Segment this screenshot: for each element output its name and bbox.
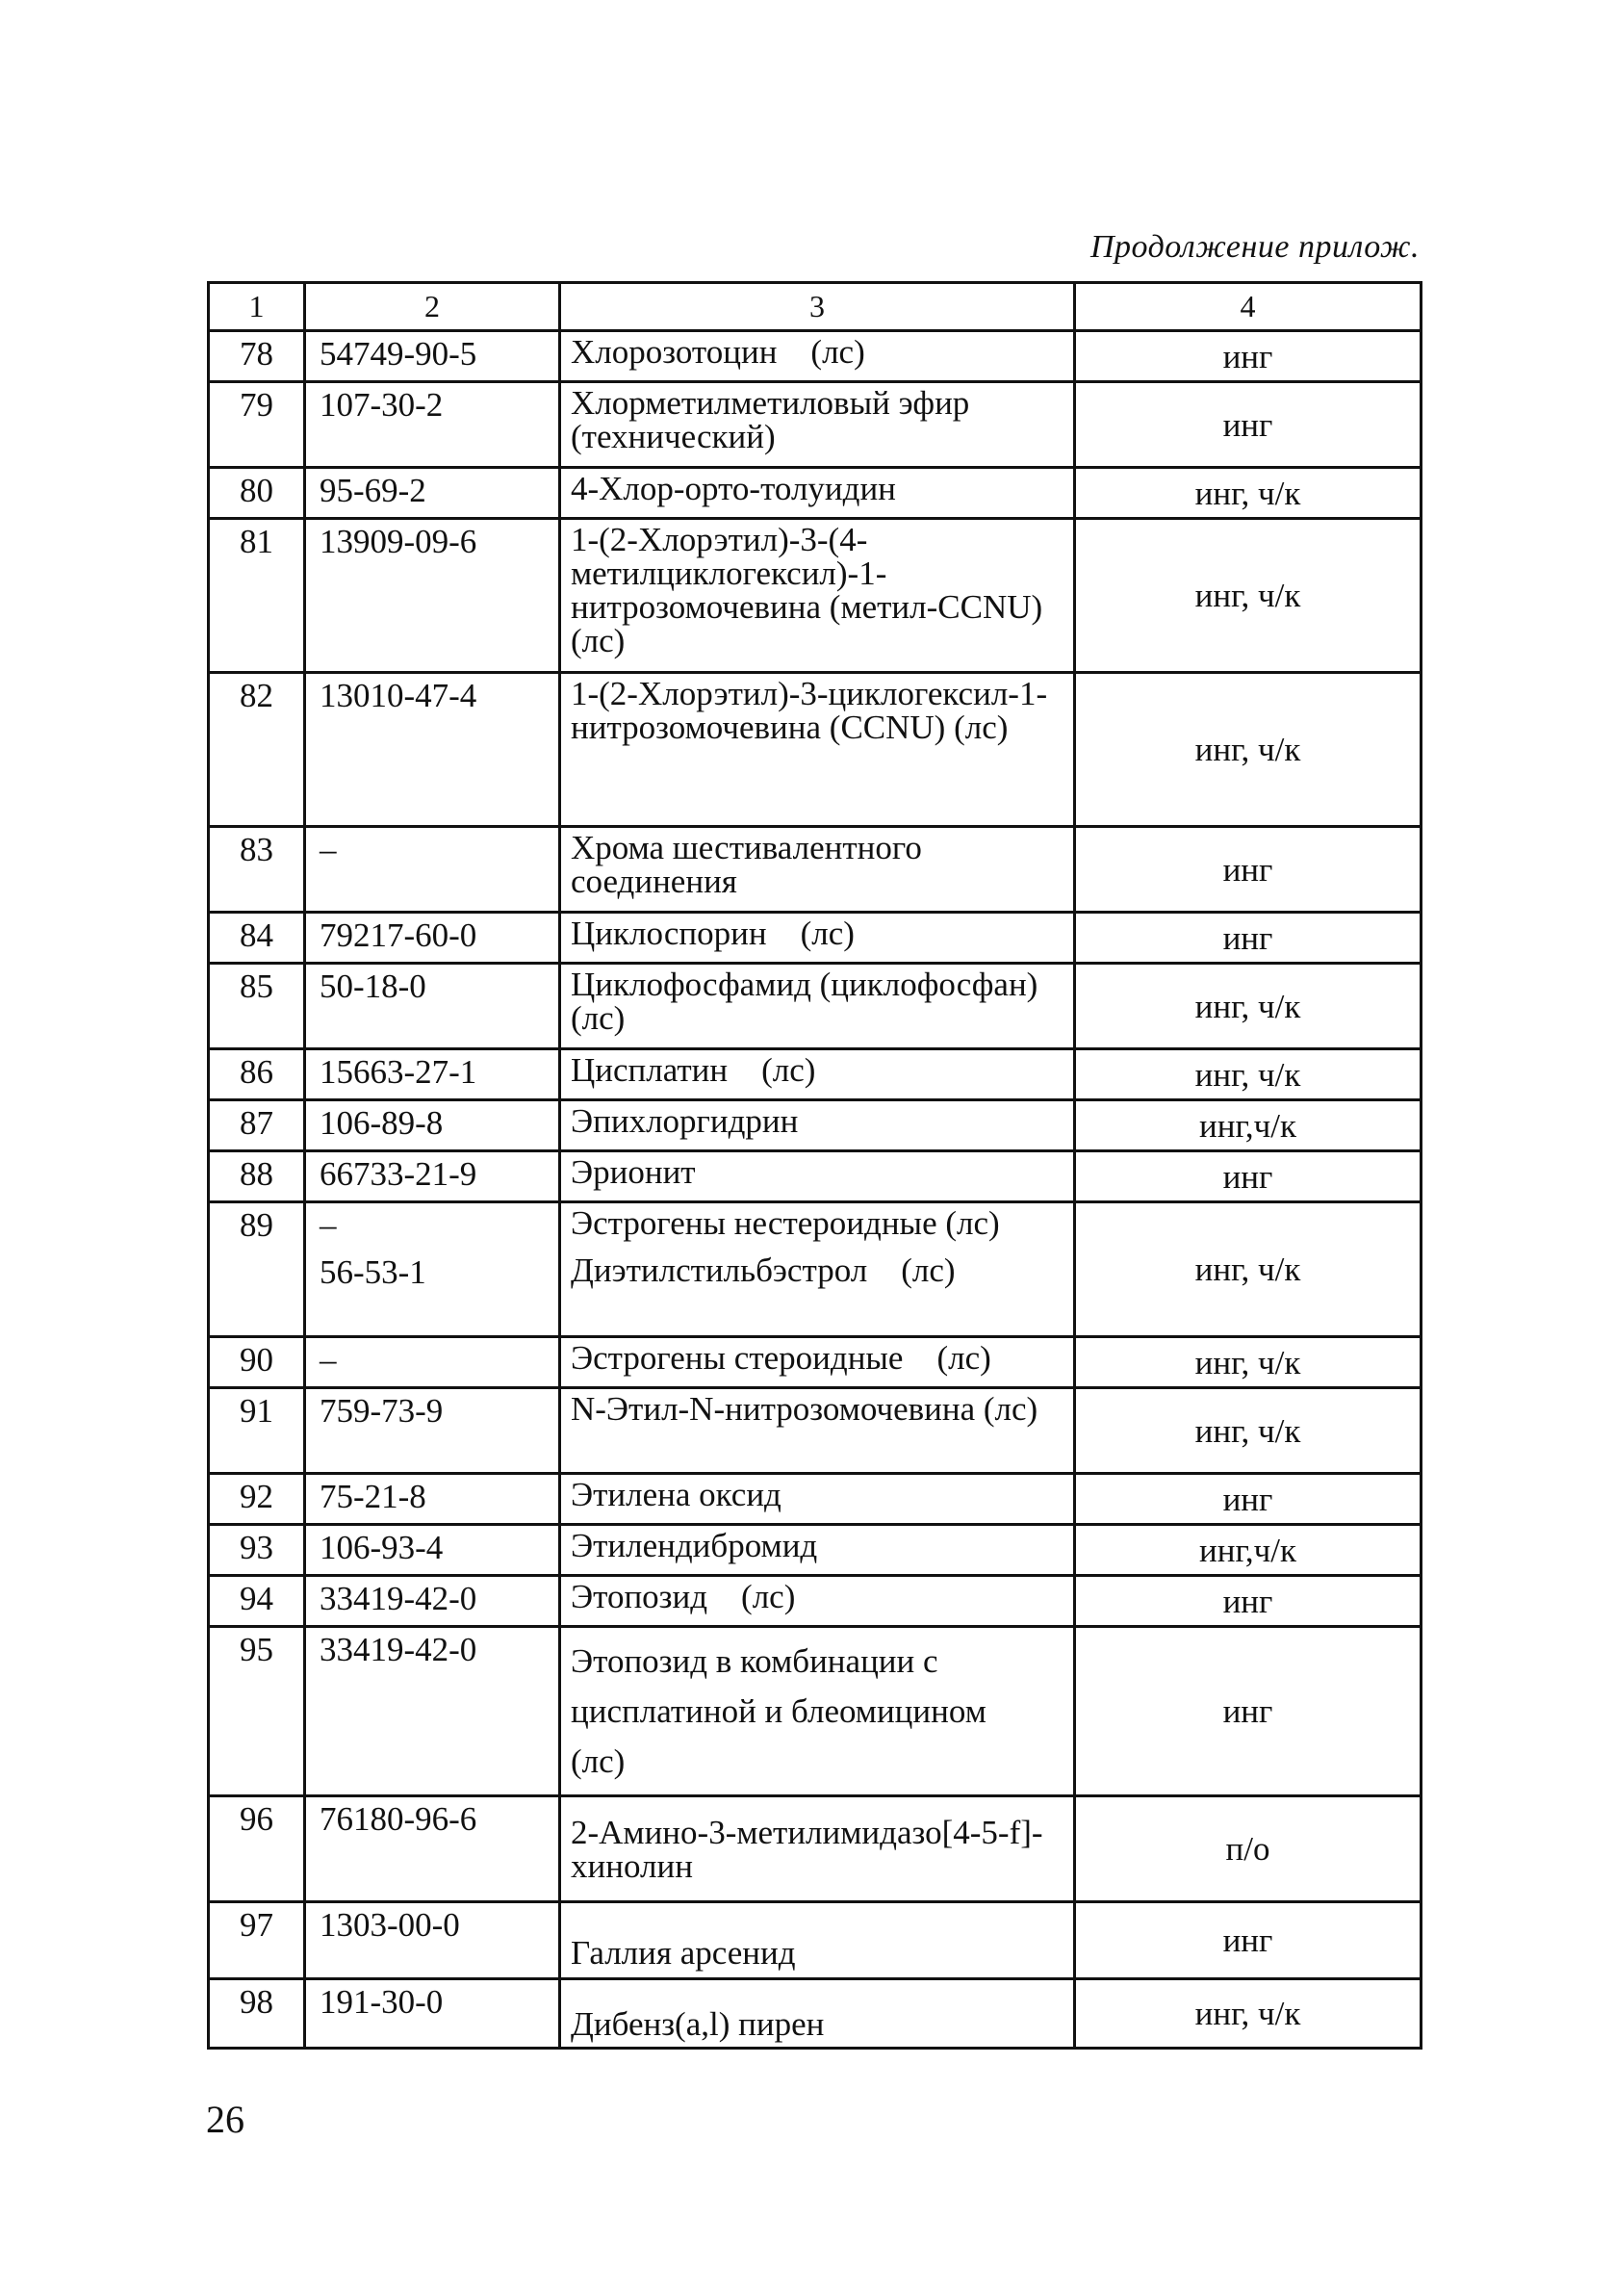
table-row [209, 964, 1422, 1049]
exposure-route: п/о [1075, 1796, 1422, 1902]
cas-number: 759-73-9 [305, 1388, 560, 1474]
substance-name: Хрома шестивалентного соединения [560, 827, 1075, 913]
cas-number: 13010-47-4 [305, 673, 560, 827]
table-row [209, 1100, 1422, 1151]
substance-name: Этопозид (лс) [560, 1576, 1075, 1627]
row-number: 94 [209, 1576, 305, 1627]
table-row [209, 1202, 1422, 1337]
substance-name: 2-Амино-3-метилимидазо[4-5-f]-хинолин [560, 1796, 1075, 1902]
substance-name: Цисплатин (лс) [560, 1049, 1075, 1100]
exposure-route: инг, ч/к [1075, 1049, 1422, 1100]
substance-name: Этилендибромид [560, 1525, 1075, 1576]
row-number: 79 [209, 382, 305, 468]
cas-number: 191-30-0 [305, 1979, 560, 2049]
cas-number: – [305, 827, 560, 913]
exposure-route: инг, ч/к [1075, 1979, 1422, 2049]
row-number: 98 [209, 1979, 305, 2049]
table-row [209, 1388, 1422, 1474]
exposure-route: инг [1075, 913, 1422, 964]
row-number: 90 [209, 1337, 305, 1388]
cas-number: 106-93-4 [305, 1525, 560, 1576]
substance-name: Эрионит [560, 1151, 1075, 1202]
row-number: 80 [209, 468, 305, 519]
table-row [209, 1796, 1422, 1902]
table-row [209, 1627, 1422, 1796]
cas-number: 50-18-0 [305, 964, 560, 1049]
substance-name: 1-(2-Хлорэтил)-3-циклогексил-1-нитрозомочевина (CCNU) (лс) [560, 673, 1075, 827]
column-header: 3 [560, 283, 1075, 331]
cas-number: 79217-60-0 [305, 913, 560, 964]
cas-number: 33419-42-0 [305, 1627, 560, 1796]
column-header: 2 [305, 283, 560, 331]
substance-name: Диэтилстильбэстрол (лс) [571, 1251, 956, 1289]
cas-number-cell [305, 1202, 560, 1337]
table-row [209, 1979, 1422, 2049]
exposure-route: инг, ч/к [1075, 519, 1422, 673]
row-number: 78 [209, 331, 305, 382]
table-row [209, 382, 1422, 468]
cas-number: – [320, 1206, 337, 1244]
row-number: 88 [209, 1151, 305, 1202]
cas-number: 1303-00-0 [305, 1902, 560, 1979]
cas-number: 76180-96-6 [305, 1796, 560, 1902]
substance-name: 4-Хлор-орто-толуидин [560, 468, 1075, 519]
table-row [209, 519, 1422, 673]
row-number: 87 [209, 1100, 305, 1151]
column-header: 1 [209, 283, 305, 331]
exposure-route: инг [1075, 1474, 1422, 1525]
substance-name: Галлия арсенид [560, 1902, 1075, 1979]
row-number: 91 [209, 1388, 305, 1474]
row-number: 82 [209, 673, 305, 827]
row-number: 96 [209, 1796, 305, 1902]
exposure-route: инг [1075, 1627, 1422, 1796]
exposure-route: инг [1075, 1902, 1422, 1979]
substance-name: Этилена оксид [560, 1474, 1075, 1525]
cas-number: 13909-09-6 [305, 519, 560, 673]
substances-table [207, 281, 1422, 2050]
exposure-route: инг, ч/к [1075, 1337, 1422, 1388]
cas-number: 66733-21-9 [305, 1151, 560, 1202]
row-number: 84 [209, 913, 305, 964]
cas-number: – [305, 1337, 560, 1388]
substance-name: Эстрогены нестероидные (лс) [571, 1204, 1000, 1242]
row-number: 93 [209, 1525, 305, 1576]
substance-name: Эпихлоргидрин [560, 1100, 1075, 1151]
cas-number: 75-21-8 [305, 1474, 560, 1525]
cas-number: 107-30-2 [305, 382, 560, 468]
table-row [209, 1337, 1422, 1388]
exposure-route: инг, ч/к [1075, 673, 1422, 827]
exposure-route: инг, ч/к [1075, 1388, 1422, 1474]
substance-name: Циклоспорин (лс) [560, 913, 1075, 964]
cas-number: 15663-27-1 [305, 1049, 560, 1100]
cas-number: 56-53-1 [320, 1253, 426, 1291]
substance-name: Хлорозотоцин (лс) [560, 331, 1075, 382]
exposure-route: инг, ч/к [1075, 1202, 1422, 1337]
table-row [209, 1525, 1422, 1576]
table-row [209, 1576, 1422, 1627]
substance-name: Хлорметилметиловый эфир (технический) [560, 382, 1075, 468]
exposure-route: инг [1075, 382, 1422, 468]
row-number: 83 [209, 827, 305, 913]
exposure-route: инг,ч/к [1075, 1525, 1422, 1576]
page-number: 26 [206, 2098, 244, 2141]
table-row [209, 331, 1422, 382]
cas-number: 33419-42-0 [305, 1576, 560, 1627]
row-number: 89 [209, 1202, 305, 1337]
column-header: 4 [1075, 283, 1422, 331]
table-row [209, 913, 1422, 964]
table-row [209, 468, 1422, 519]
exposure-route: инг, ч/к [1075, 468, 1422, 519]
row-number: 92 [209, 1474, 305, 1525]
table-row [209, 673, 1422, 827]
table-header-row [209, 283, 1422, 331]
table-row [209, 1151, 1422, 1202]
exposure-route: инг,ч/к [1075, 1100, 1422, 1151]
row-number: 95 [209, 1627, 305, 1796]
row-number: 86 [209, 1049, 305, 1100]
table-row [209, 1049, 1422, 1100]
exposure-route: инг [1075, 827, 1422, 913]
substance-name: Эстрогены стероидные (лс) [560, 1337, 1075, 1388]
substance-name-cell [560, 1202, 1075, 1337]
exposure-route: инг, ч/к [1075, 964, 1422, 1049]
exposure-route: инг [1075, 1576, 1422, 1627]
substance-name: N-Этил-N-нитрозомочевина (лс) [560, 1388, 1075, 1474]
row-number: 81 [209, 519, 305, 673]
exposure-route: инг [1075, 331, 1422, 382]
substance-name: Этопозид в комбинации с цисплатиной и блеомицином (лс) [560, 1627, 1075, 1796]
table-row [209, 827, 1422, 913]
continuation-note: Продолжение прилож. [1089, 229, 1420, 265]
row-number: 85 [209, 964, 305, 1049]
table-row [209, 1474, 1422, 1525]
substance-name: Циклофосфамид (циклофосфан) (лс) [560, 964, 1075, 1049]
cas-number: 106-89-8 [305, 1100, 560, 1151]
substance-name: Дибенз(a,l) пирен [560, 1979, 1075, 2049]
exposure-route: инг [1075, 1151, 1422, 1202]
substance-name: 1-(2-Хлорэтил)-3-(4-метилциклогексил)-1-нитрозомочевина (метил-CCNU) (лс) [560, 519, 1075, 673]
row-number: 97 [209, 1902, 305, 1979]
table-row [209, 1902, 1422, 1979]
cas-number: 54749-90-5 [305, 331, 560, 382]
cas-number: 95-69-2 [305, 468, 560, 519]
